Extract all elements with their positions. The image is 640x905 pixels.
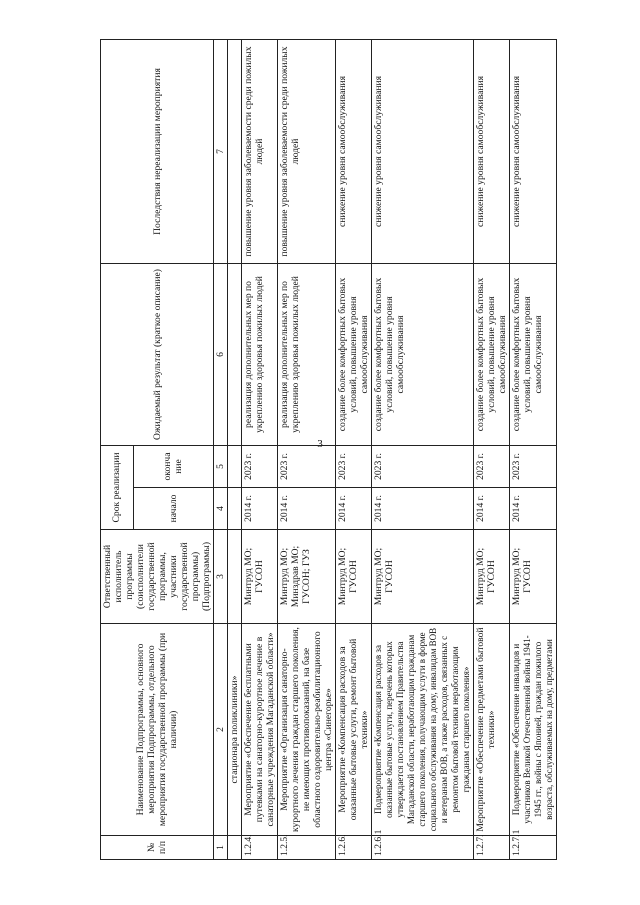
cell-name: Мероприятие «Обеспечение бесплатными путевками на санаторно-курортное лечение в санаторные учреждения Магаданской области» (242, 624, 278, 836)
cell-num: 1.2.7.1 (510, 836, 557, 860)
cell-end: 2023 г. (372, 445, 474, 487)
table-row (510, 39, 557, 859)
cell-consequence: снижение уровня самообслуживания (372, 39, 474, 263)
header-row (101, 39, 134, 859)
header-executor: Ответственный исполнитель программы (соисполнители государственной программы, участники государственной программы) (Подпрограммы) (101, 530, 214, 624)
cell-result: реализация дополнительных мер по укреплению здоровья пожилых людей (242, 263, 278, 445)
header-period: Срок реализации (101, 445, 134, 529)
cell-num: 1.2.6. (336, 836, 372, 860)
cell-consequence (228, 39, 242, 263)
col-number: 6 (214, 263, 228, 445)
table-row (278, 39, 336, 859)
cell-num: 1.2.7. (474, 836, 510, 860)
column-numbers-row (214, 39, 228, 859)
cell-num: 1.2.6.1 (372, 836, 474, 860)
cell-result: создание более комфортных бытовых условий, повышение уровня самообслуживания (510, 263, 557, 445)
col-number: 5 (214, 445, 228, 487)
col-number: 7 (214, 39, 228, 263)
cell-end: 2023 г. (278, 445, 336, 487)
col-number: 4 (214, 488, 228, 530)
cell-start: 2014 г. (510, 488, 557, 530)
cell-end: 2023 г. (510, 445, 557, 487)
header-end: оконча ние (133, 445, 213, 487)
col-number: 2 (214, 624, 228, 836)
cell-executor: Минтруд МО; ГУСОН (510, 530, 557, 624)
cell-end: 2023 г. (474, 445, 510, 487)
table-row (474, 39, 510, 859)
table-row (336, 39, 372, 859)
cell-executor: Минтруд МО; Минздрав МО; ГУСОН; ГУЗ (278, 530, 336, 624)
cell-consequence: повышение уровня заболеваемости среди пожилых людей (278, 39, 336, 263)
cell-result: создание более комфортных бытовых условий, повышение уровня самообслуживания (474, 263, 510, 445)
cell-name: Мероприятие «Компенсация расходов за оказанные бытовые услуги, ремонт бытовой техники» (336, 624, 372, 836)
cell-start (228, 488, 242, 530)
header-name: Наименование Подпрограммы, основного мероприятия Подпрограммы, отдельного мероприятия государственной программы (при наличии) (101, 624, 214, 836)
cell-start: 2014 г. (336, 488, 372, 530)
cell-result: реализация дополнительных мер по укреплению здоровья пожилых людей (278, 263, 336, 445)
col-number: 3 (214, 530, 228, 624)
header-start: начало (133, 488, 213, 530)
cell-end: 2023 г. (336, 445, 372, 487)
cell-name: Мероприятие «Организация санаторно-курортного лечения граждан старшего поколения, не имеющих противопоказаний, на базе областного оздоровительно-реабилитационного центра «Синегорье» (278, 624, 336, 836)
cell-name: Подмероприятие «Компенсация расходов за оказанные бытовые услуги, перечень которых утверждается постановлением Правительства Магаданской области, неработающим гражданам старшего поколения, получающим услуги в форме социального обслуживания на дому, инвалидам ВОВ и ветеранам ВОВ, а также расходов, связанных с ремонтом бытовой техники неработающим гражданам старшего поколения» (372, 624, 474, 836)
cell-result: создание более комфортных бытовых условий, повышение уровня самообслуживания (372, 263, 474, 445)
cell-executor: Минтруд МО; ГУСОН (242, 530, 278, 624)
page-number: 3 (317, 438, 323, 450)
cell-consequence: снижение уровня самообслуживания (474, 39, 510, 263)
cell-end (228, 445, 242, 487)
cell-num: 1.2.4. (242, 836, 278, 860)
cell-consequence: повышение уровня заболеваемости среди пожилых людей (242, 39, 278, 263)
cell-num (228, 836, 242, 860)
header-consequence: Последствия нереализации мероприятия (101, 39, 214, 263)
cell-executor: Минтруд МО; ГУСОН (474, 530, 510, 624)
measures-table (100, 39, 557, 860)
header-num: № п/п (101, 836, 214, 860)
cell-num: 1.2.5. (278, 836, 336, 860)
document-table-rotated (100, 40, 580, 860)
cell-executor: Минтруд МО; ГУСОН (336, 530, 372, 624)
cell-start: 2014 г. (242, 488, 278, 530)
cell-consequence: снижение уровня самообслуживания (510, 39, 557, 263)
table-row-continuation (228, 39, 242, 859)
cell-start: 2014 г. (474, 488, 510, 530)
cell-name: Мероприятие «Обеспечение предметами бытовой техники» (474, 624, 510, 836)
col-number: 1 (214, 836, 228, 860)
cell-executor (228, 530, 242, 624)
cell-name: Подмероприятие «Обеспечение инвалидов и участников Великой Отечественной войны 1941-1945 гг., войны с Японией, граждан пожилого возраста, обслуживаемых на дому, предметами (510, 624, 557, 836)
header-result: Ожидаемый результат (краткое описание) (101, 263, 214, 445)
cell-result (228, 263, 242, 445)
cell-executor: Минтруд МО; ГУСОН (372, 530, 474, 624)
cell-name: стационара поликлиники» (228, 624, 242, 836)
table-row (372, 39, 474, 859)
table-row (242, 39, 278, 859)
cell-consequence: снижение уровня самообслуживания (336, 39, 372, 263)
cell-start: 2014 г. (372, 488, 474, 530)
cell-end: 2023 г. (242, 445, 278, 487)
cell-start: 2014 г. (278, 488, 336, 530)
cell-result: создание более комфортных бытовых условий, повышение уровня самообслуживания (336, 263, 372, 445)
